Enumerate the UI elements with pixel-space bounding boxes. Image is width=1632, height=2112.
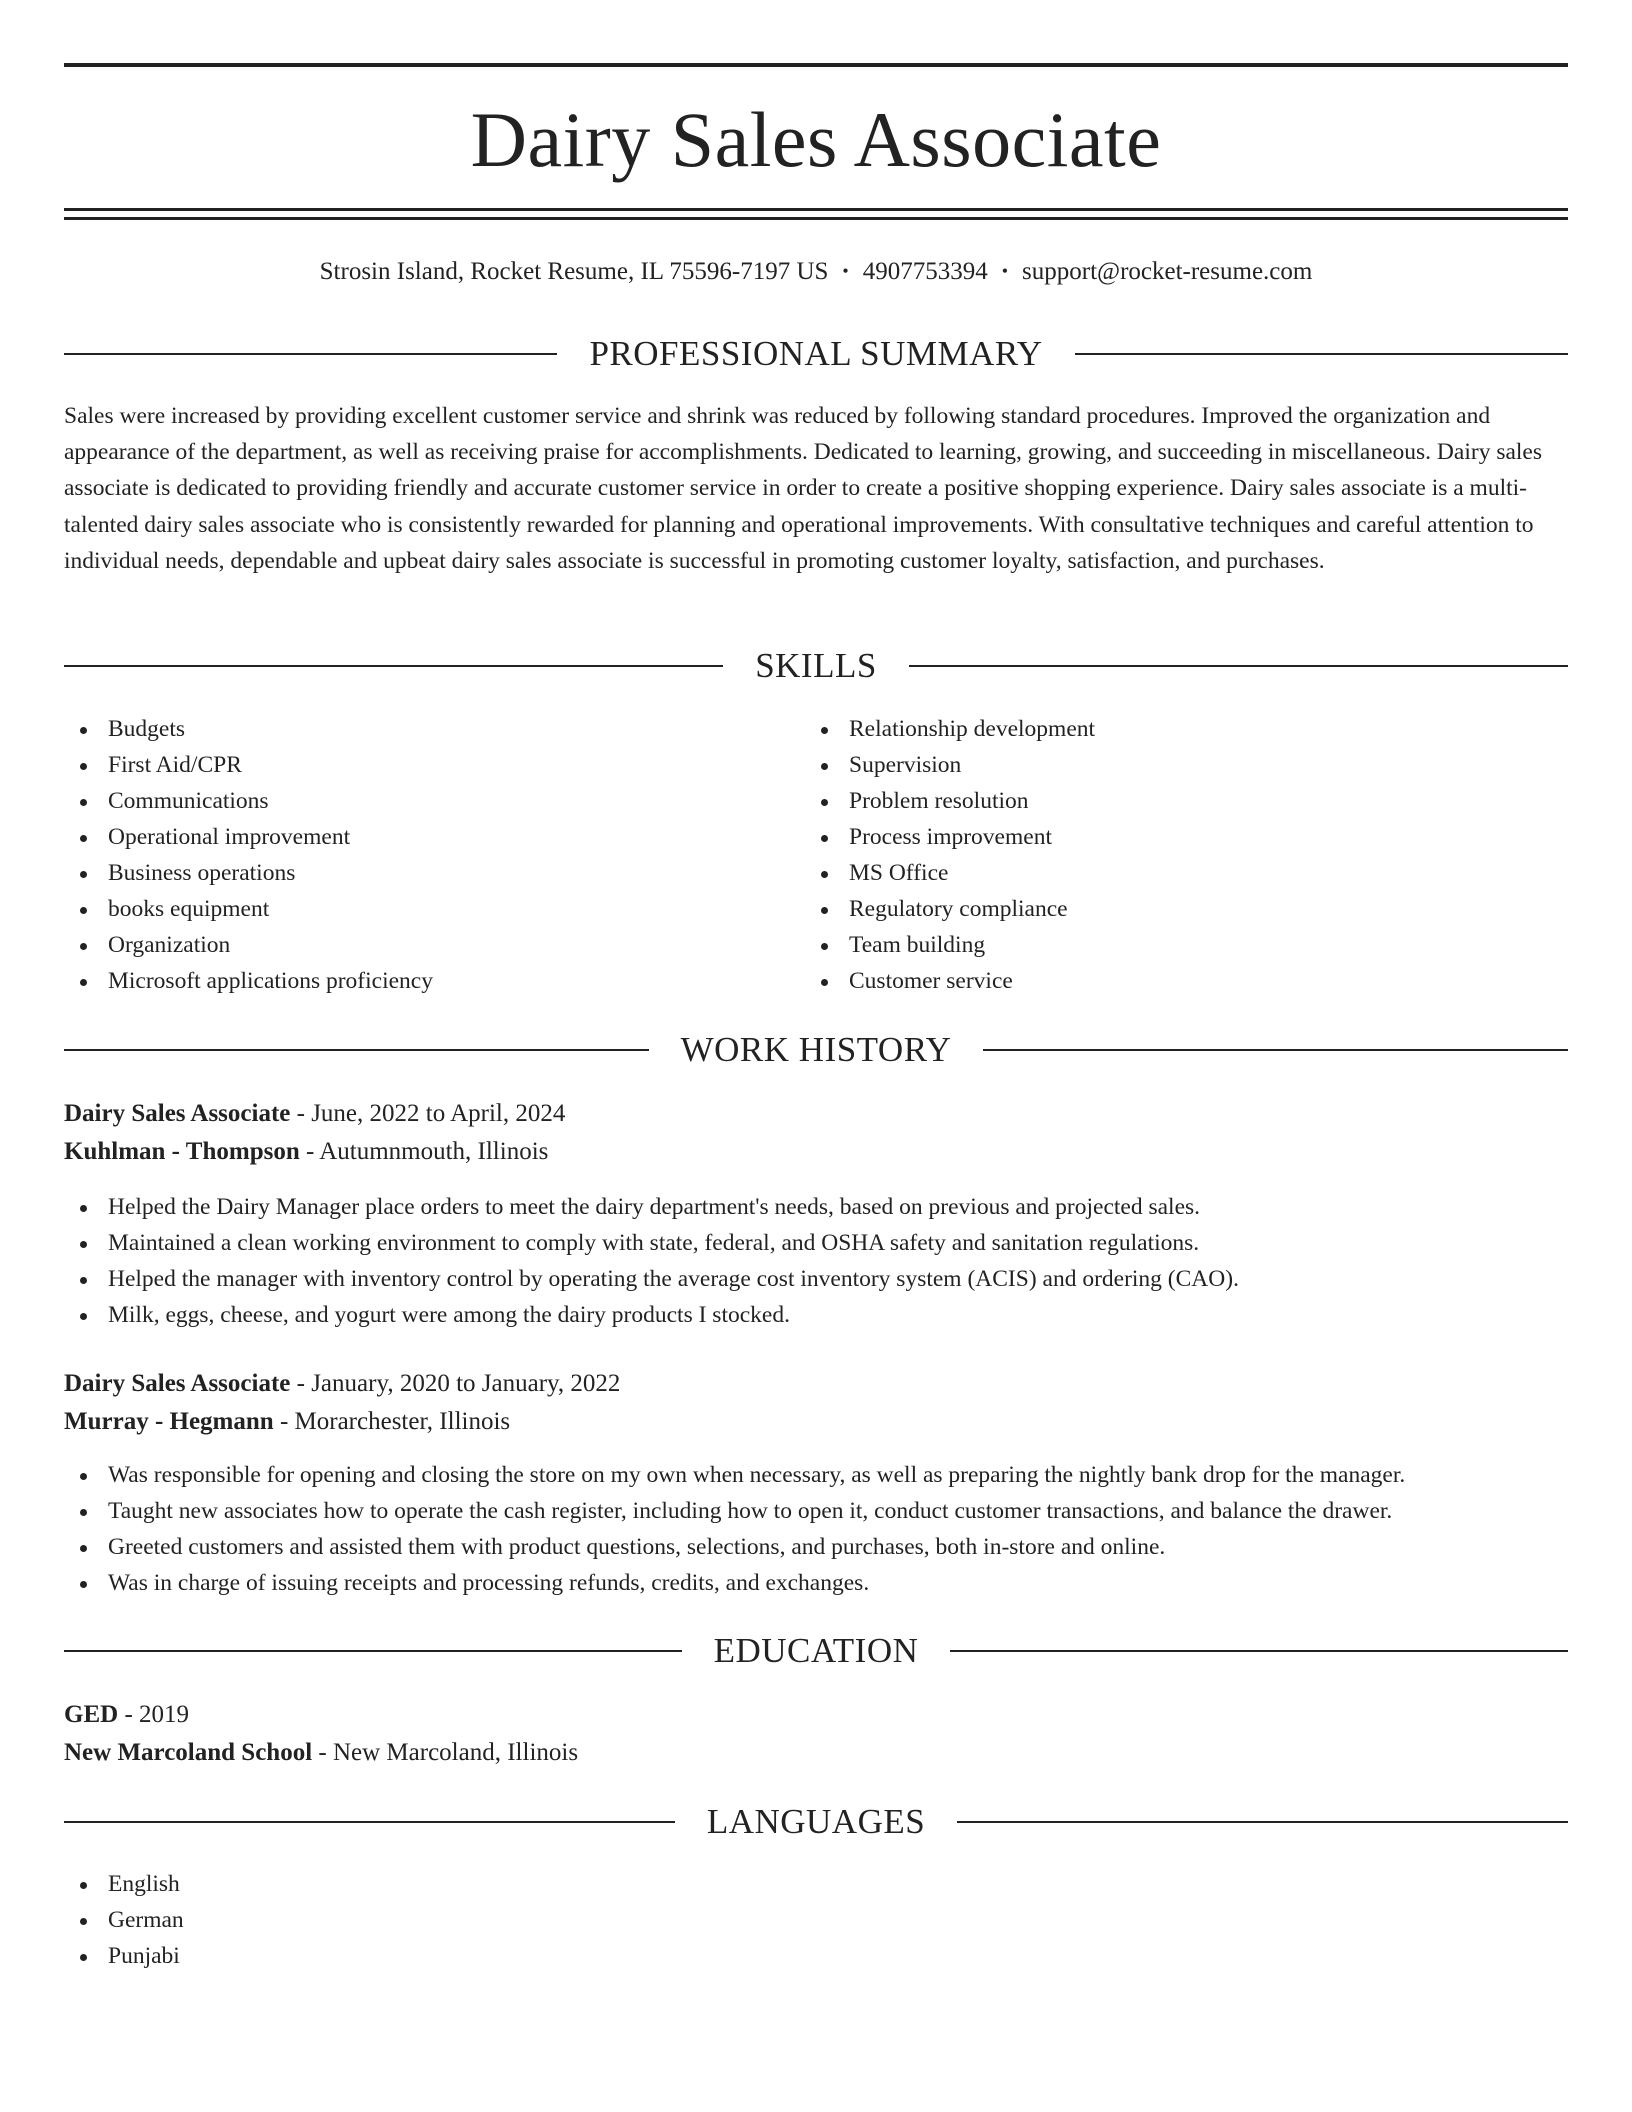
job-bullet: Was responsible for opening and closing the store on my own when necessary, as well as preparing the nightly bank drop for the manager. — [64, 1457, 1568, 1493]
education-year: - 2019 — [118, 1701, 190, 1728]
divider-line — [64, 353, 557, 355]
skill-item: Relationship development — [805, 711, 1095, 747]
job-dates: - June, 2022 to April, 2024 — [290, 1100, 566, 1127]
contact-email[interactable]: support@rocket-resume.com — [1022, 258, 1313, 285]
skill-item: Organization — [64, 927, 433, 963]
section-title: LANGUAGES — [706, 1802, 926, 1841]
job-title: Dairy Sales Associate — [64, 1370, 291, 1397]
summary-text: Sales were increased by providing excellent customer service and shrink was reduced by following standard procedures. Improved the organization and appearance of the department, as well as receiving praise for accomplishments. Dedicated to learning, growing, and succeeding in miscellaneous. Dairy sales associate is dedicated to providing friendly and accurate customer service in order to create a positive shopping experience. Dairy sales associate is a multi-talented dairy sales associate who is consistently rewarded for planning and operational improvements. With consultative techniques and careful attention to individual needs, dependable and upbeat dairy sales associate is successful in promoting customer loyalty, satisfaction, and purchases. — [64, 403, 1542, 574]
skill-item: Business operations — [64, 855, 433, 891]
job-company: Murray - Hegmann — [64, 1408, 274, 1435]
job-bullet: Helped the Dairy Manager place orders to meet the dairy department's needs, based on previous and projected sales. — [64, 1189, 1568, 1225]
skill-item: Operational improvement — [64, 819, 433, 855]
skill-item: Regulatory compliance — [805, 891, 1095, 927]
contact-address: Strosin Island, Rocket Resume, IL 75596-7197 US — [319, 258, 829, 285]
job-dates: - January, 2020 to January, 2022 — [290, 1370, 621, 1397]
section-header-summary — [64, 332, 1568, 376]
skill-item: Process improvement — [805, 819, 1095, 855]
skill-item: First Aid/CPR — [64, 747, 433, 783]
divider-line — [64, 665, 723, 667]
divider-line — [909, 665, 1568, 667]
skill-item: Customer service — [805, 963, 1095, 999]
language-item: German — [64, 1902, 1568, 1938]
skills-list-left — [64, 711, 433, 999]
job-bullet: Milk, eggs, cheese, and yogurt were among the dairy products I stocked. — [64, 1297, 1568, 1333]
job-title-line — [64, 1366, 1568, 1402]
education-degree: GED — [64, 1701, 119, 1728]
languages-list — [64, 1866, 1568, 1974]
contact-separator: • — [842, 261, 849, 281]
divider-line — [1075, 353, 1568, 355]
divider-line — [64, 1821, 675, 1823]
skills-list-right — [805, 711, 1095, 999]
skill-item: Team building — [805, 927, 1095, 963]
top-rule — [64, 63, 1568, 67]
job-title: Dairy Sales Associate — [64, 1100, 291, 1127]
section-header-education — [64, 1629, 1568, 1673]
job-location: - Autumnmouth, Illinois — [299, 1138, 549, 1165]
section-header-work-history — [64, 1028, 1568, 1072]
section-title: EDUCATION — [713, 1631, 919, 1670]
education-school-line — [64, 1735, 1568, 1771]
divider-line — [64, 1049, 649, 1051]
section-header-skills — [64, 644, 1568, 688]
job-title-line — [64, 1096, 1568, 1132]
section-title: WORK HISTORY — [680, 1030, 952, 1069]
job-company-line — [64, 1134, 1568, 1170]
job-location: - Morarchester, Illinois — [273, 1408, 511, 1435]
resume-name: Dairy Sales Associate — [470, 96, 1162, 183]
divider-line — [950, 1650, 1568, 1652]
job-bullet: Helped the manager with inventory control by operating the average cost inventory system (ACIS) and ordering (CAO). — [64, 1261, 1568, 1297]
section-header-languages — [64, 1800, 1568, 1844]
language-item: Punjabi — [64, 1938, 1568, 1974]
job-bullets — [64, 1189, 1568, 1333]
skill-item: Communications — [64, 783, 433, 819]
contact-phone[interactable]: 4907753394 — [862, 258, 988, 285]
header-double-rule — [64, 208, 1568, 220]
job-bullet: Maintained a clean working environment to comply with state, federal, and OSHA safety and sanitation regulations. — [64, 1225, 1568, 1261]
skill-item: MS Office — [805, 855, 1095, 891]
divider-line — [983, 1049, 1568, 1051]
skill-item: Microsoft applications proficiency — [64, 963, 433, 999]
job-bullet: Taught new associates how to operate the cash register, including how to open it, conduct customer transactions, and balance the drawer. — [64, 1493, 1568, 1529]
job-company: Kuhlman - Thompson — [64, 1138, 300, 1165]
education-degree-line — [64, 1697, 1568, 1733]
job-bullet: Greeted customers and assisted them with product questions, selections, and purchases, both in-store and online. — [64, 1529, 1568, 1565]
education-school: New Marcoland School — [64, 1739, 313, 1766]
job-bullets — [64, 1457, 1568, 1601]
skill-item: Budgets — [64, 711, 433, 747]
job-bullet: Was in charge of issuing receipts and processing refunds, credits, and exchanges. — [64, 1565, 1568, 1601]
contact-separator: • — [1001, 261, 1009, 281]
skill-item: Supervision — [805, 747, 1095, 783]
job-company-line — [64, 1404, 1568, 1440]
divider-line — [64, 1650, 682, 1652]
contact-line — [64, 254, 1568, 289]
skill-item: Problem resolution — [805, 783, 1095, 819]
language-item: English — [64, 1866, 1568, 1902]
section-title: SKILLS — [755, 646, 877, 685]
section-title: PROFESSIONAL SUMMARY — [589, 334, 1043, 373]
divider-line — [957, 1821, 1568, 1823]
education-location: - New Marcoland, Illinois — [312, 1739, 579, 1766]
skill-item: books equipment — [64, 891, 433, 927]
